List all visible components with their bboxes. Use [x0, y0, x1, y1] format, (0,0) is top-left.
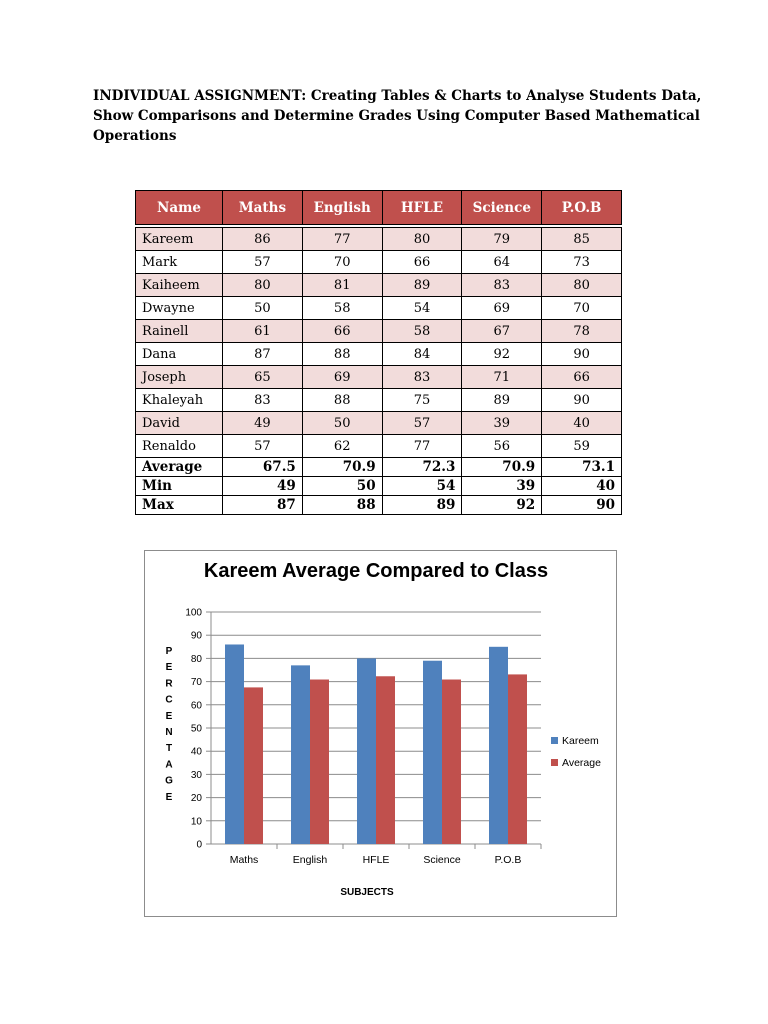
- student-name-cell: Dana: [136, 343, 223, 366]
- y-axis-label-letter: E: [165, 791, 173, 803]
- score-cell: 80: [223, 274, 303, 297]
- stat-label-cell: Average: [136, 458, 223, 477]
- y-axis-label-letter: R: [165, 678, 173, 690]
- table-row: [136, 274, 622, 297]
- stat-value-cell: 54: [382, 477, 462, 496]
- score-cell: 75: [382, 389, 462, 412]
- bar-kareem: [357, 658, 376, 844]
- table-row: [136, 343, 622, 366]
- score-cell: 79: [462, 228, 542, 251]
- y-axis-label-letter: N: [165, 727, 173, 738]
- y-tick-label: 0: [196, 839, 202, 851]
- stat-value-cell: 49: [223, 477, 303, 496]
- student-name-cell: Rainell: [136, 320, 223, 343]
- y-tick-label: 30: [190, 769, 202, 781]
- y-axis-label-letter: P: [165, 646, 173, 657]
- stat-value-cell: 90: [542, 496, 622, 515]
- score-cell: 61: [223, 320, 303, 343]
- table-body: [136, 225, 622, 515]
- score-cell: 40: [542, 412, 622, 435]
- score-cell: 58: [382, 320, 462, 343]
- score-cell: 89: [382, 274, 462, 297]
- score-cell: 80: [542, 274, 622, 297]
- bar-average: [376, 676, 395, 844]
- header-name: Name: [136, 191, 223, 225]
- x-tick-label: P.O.B: [494, 854, 522, 866]
- y-tick-label: 40: [190, 746, 202, 758]
- student-name-cell: Khaleyah: [136, 389, 223, 412]
- score-cell: 49: [223, 412, 303, 435]
- stat-value-cell: 67.5: [223, 458, 303, 477]
- table-row: [136, 389, 622, 412]
- score-cell: 90: [542, 343, 622, 366]
- score-cell: 39: [462, 412, 542, 435]
- stat-value-cell: 70.9: [462, 458, 542, 477]
- student-name-cell: Renaldo: [136, 435, 223, 458]
- stat-label-cell: Max: [136, 496, 223, 515]
- score-cell: 57: [223, 251, 303, 274]
- chart-canvas: [145, 551, 616, 916]
- assignment-heading: [93, 86, 702, 146]
- score-cell: 83: [462, 274, 542, 297]
- stat-row: [136, 458, 622, 477]
- score-cell: 70: [302, 251, 382, 274]
- student-name-cell: David: [136, 412, 223, 435]
- bar-kareem: [225, 644, 244, 844]
- score-cell: 50: [302, 412, 382, 435]
- score-cell: 56: [462, 435, 542, 458]
- stat-row: [136, 496, 622, 515]
- score-cell: 90: [542, 389, 622, 412]
- y-tick-label: 50: [190, 723, 202, 735]
- bar-average: [310, 680, 329, 844]
- score-cell: 69: [302, 366, 382, 389]
- stat-value-cell: 40: [542, 477, 622, 496]
- y-tick-label: 100: [185, 607, 202, 619]
- score-cell: 87: [223, 343, 303, 366]
- comparison-chart: [144, 550, 617, 917]
- bar-average: [442, 680, 461, 844]
- heading-line-1: INDIVIDUAL ASSIGNMENT: Creating Tables & Charts to Analyse Students Data,: [93, 88, 702, 104]
- stat-value-cell: 73.1: [542, 458, 622, 477]
- x-tick-label: HFLE: [362, 854, 390, 866]
- x-tick-label: Science: [423, 854, 461, 866]
- x-tick-label: English: [292, 854, 328, 866]
- score-cell: 78: [542, 320, 622, 343]
- bar-average: [508, 674, 527, 844]
- heading-line-3: Operations: [93, 128, 177, 144]
- header-english: English: [302, 191, 382, 225]
- stat-value-cell: 39: [462, 477, 542, 496]
- y-axis-label-letter: G: [165, 775, 173, 787]
- y-tick-label: 70: [190, 677, 202, 689]
- y-tick-label: 20: [190, 793, 202, 805]
- student-name-cell: Joseph: [136, 366, 223, 389]
- y-tick-label: 90: [190, 630, 202, 642]
- header-maths: Maths: [223, 191, 303, 225]
- score-cell: 81: [302, 274, 382, 297]
- score-cell: 73: [542, 251, 622, 274]
- legend-swatch-average: [551, 759, 558, 766]
- stat-row: [136, 477, 622, 496]
- stat-value-cell: 87: [223, 496, 303, 515]
- score-cell: 70: [542, 297, 622, 320]
- legend-swatch-kareem: [551, 737, 558, 744]
- bar-kareem: [489, 647, 508, 844]
- y-tick-label: 10: [190, 816, 202, 828]
- x-tick-label: Maths: [229, 854, 259, 866]
- student-name-cell: Mark: [136, 251, 223, 274]
- score-cell: 71: [462, 366, 542, 389]
- score-cell: 84: [382, 343, 462, 366]
- score-cell: 59: [542, 435, 622, 458]
- y-axis-label: [165, 646, 173, 803]
- score-cell: 67: [462, 320, 542, 343]
- student-name-cell: Kaiheem: [136, 274, 223, 297]
- y-axis-label-letter: C: [165, 694, 173, 706]
- score-cell: 62: [302, 435, 382, 458]
- score-cell: 58: [302, 297, 382, 320]
- stat-value-cell: 89: [382, 496, 462, 515]
- y-tick-label: 60: [190, 700, 202, 712]
- student-name-cell: Dwayne: [136, 297, 223, 320]
- header-hfle: HFLE: [382, 191, 462, 225]
- y-axis-label-letter: T: [165, 743, 173, 755]
- score-cell: 85: [542, 228, 622, 251]
- table-row: [136, 297, 622, 320]
- y-axis-label-letter: E: [165, 710, 173, 722]
- score-cell: 69: [462, 297, 542, 320]
- score-cell: 54: [382, 297, 462, 320]
- score-cell: 66: [542, 366, 622, 389]
- bar-kareem: [291, 665, 310, 844]
- table-row: [136, 412, 622, 435]
- bar-kareem: [423, 661, 442, 844]
- stat-value-cell: 92: [462, 496, 542, 515]
- table-row: [136, 251, 622, 274]
- score-cell: 57: [223, 435, 303, 458]
- score-cell: 57: [382, 412, 462, 435]
- table-row: [136, 366, 622, 389]
- header-pob: P.O.B: [542, 191, 622, 225]
- x-axis-label: SUBJECTS: [340, 887, 394, 898]
- header-science: Science: [462, 191, 542, 225]
- score-cell: 83: [382, 366, 462, 389]
- score-cell: 66: [302, 320, 382, 343]
- stat-value-cell: 72.3: [382, 458, 462, 477]
- stat-value-cell: 70.9: [302, 458, 382, 477]
- stat-value-cell: 50: [302, 477, 382, 496]
- score-cell: 65: [223, 366, 303, 389]
- chart-title: Kareem Average Compared to Class: [203, 560, 549, 582]
- bar-average: [244, 687, 263, 844]
- score-cell: 77: [382, 435, 462, 458]
- y-axis-label-letter: A: [165, 759, 173, 771]
- y-axis-label-letter: E: [165, 662, 173, 674]
- score-cell: 50: [223, 297, 303, 320]
- heading-line-2: Show Comparisons and Determine Grades Using Computer Based Mathematical: [93, 108, 700, 124]
- stat-value-cell: 88: [302, 496, 382, 515]
- score-cell: 77: [302, 228, 382, 251]
- y-tick-label: 80: [190, 653, 202, 665]
- score-cell: 88: [302, 343, 382, 366]
- stat-label-cell: Min: [136, 477, 223, 496]
- student-name-cell: Kareem: [136, 228, 223, 251]
- legend-label-average: Average: [562, 757, 601, 769]
- score-cell: 66: [382, 251, 462, 274]
- score-cell: 89: [462, 389, 542, 412]
- score-cell: 64: [462, 251, 542, 274]
- score-cell: 88: [302, 389, 382, 412]
- table-row: [136, 435, 622, 458]
- table-row: [136, 228, 622, 251]
- score-cell: 92: [462, 343, 542, 366]
- legend-label-kareem: Kareem: [562, 735, 599, 747]
- student-grades-table: [135, 190, 622, 515]
- score-cell: 86: [223, 228, 303, 251]
- score-cell: 80: [382, 228, 462, 251]
- table-row: [136, 320, 622, 343]
- table-header-row: [136, 191, 622, 225]
- score-cell: 83: [223, 389, 303, 412]
